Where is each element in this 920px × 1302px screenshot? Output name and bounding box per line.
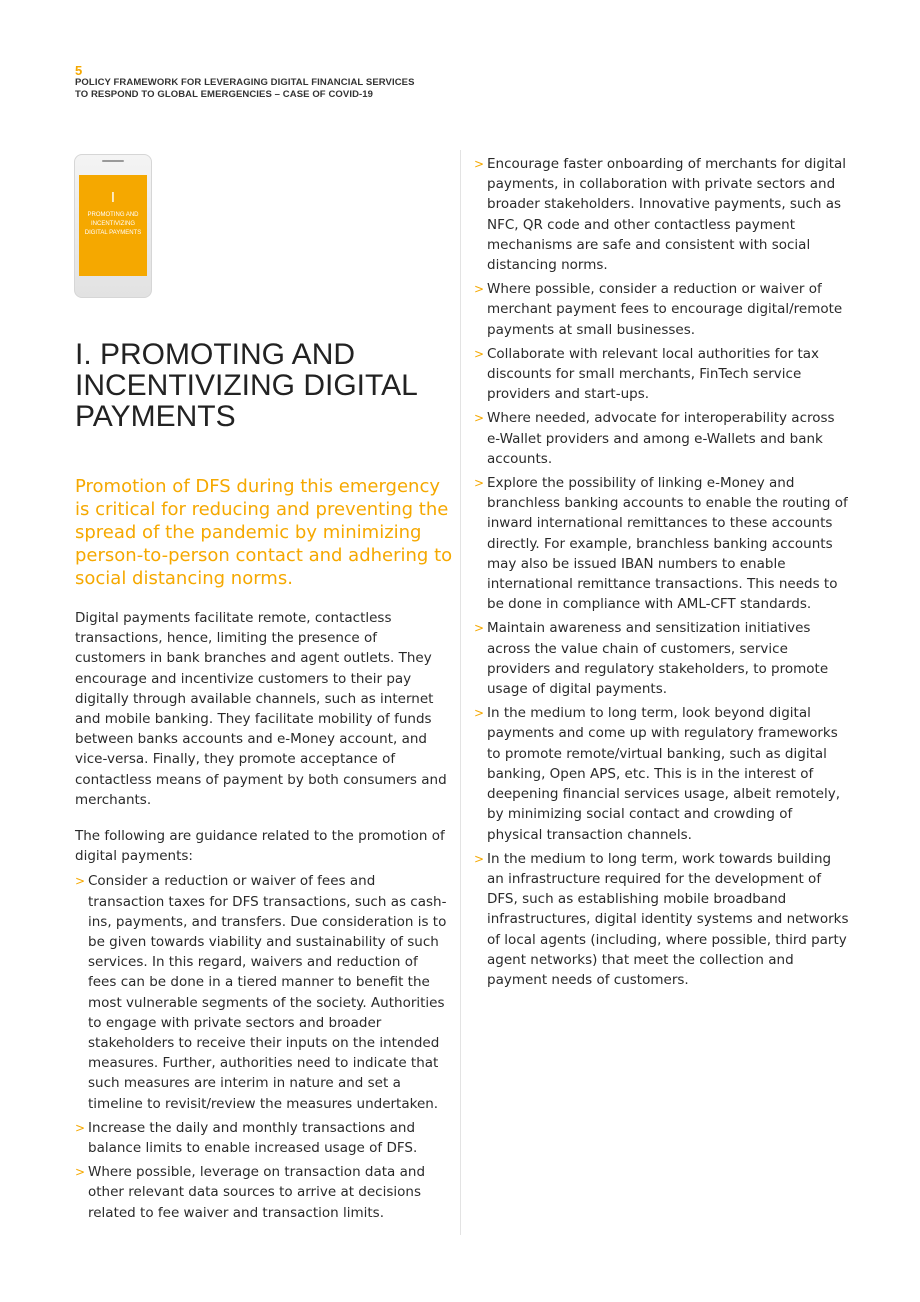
list-item	[474, 279, 850, 340]
list-item	[474, 473, 850, 614]
chevron-right-icon: >	[75, 1120, 86, 1135]
page-header	[75, 64, 415, 101]
list-item	[75, 1162, 450, 1223]
right-column	[474, 149, 850, 994]
list-item	[474, 703, 850, 844]
page-number: 5	[75, 63, 83, 78]
list-item-text: Encourage faster onboarding of merchants for digital payments, in collaboration with private sectors and broader stakeholders. Innovative payments, such as NFC, QR code and other contactless payment mechanisms are safe and consistent with social distancing norms.	[487, 156, 847, 274]
section-title-line-1: I. PROMOTING AND	[75, 338, 356, 371]
list-item-text: Consider a reduction or waiver of fees and transaction taxes for DFS transactions, such as cash-ins, payments, and transfers. Due consideration is to be given towards viability and sustainability of such services. In this regard, waivers and reduction of fees can be done in a tiered manner to benefit the most vulnerable segments of the society. Authorities to engage with private sectors and broader stakeholders to receive their inputs on the intended measures. Further, authorities need to indicate that such measures are interim in nature and set a timeline to revisit/review the measures undertaken.	[88, 873, 447, 1112]
intro-paragraph: Digital payments facilitate remote, contactless transactions, hence, limiting the presence of customers in bank branches and agent outlets. They encourage and incentivize customers to their pay digitally through available channels, such as internet and mobile banking. They facilitate mobility of funds between banks accounts and e-Money account, and vice-versa. Finally, they promote acceptance of contactless means of payment by both consumers and merchants.	[75, 610, 447, 808]
chevron-right-icon: >	[474, 706, 485, 721]
phone-section-label	[79, 211, 147, 238]
list-item-text: In the medium to long term, work towards building an infrastructure required for the development of DFS, such as establishing mobile broadband infrastructures, digital identity systems and networks of local agents (including, where possible, third party agent networks) that meet the collection and payment needs of customers.	[487, 850, 849, 988]
list-item	[474, 618, 850, 699]
chevron-right-icon: >	[474, 157, 485, 171]
phone-label-line-1: PROMOTING AND	[87, 212, 139, 218]
list-item-text: Where possible, consider a reduction or waiver of merchant payment fees to encourage digital/remote payments at small businesses.	[487, 281, 843, 338]
list-item-text: In the medium to long term, look beyond digital payments and come up with regulatory frameworks to promote remote/virtual banking, such as digital banking, Open APS, etc. This is in the interest of deepening financial services usage, albeit remotely, by minimizing social contact and crowding of physical transaction channels.	[487, 705, 840, 843]
list-item	[474, 154, 850, 275]
right-bullet-list	[474, 154, 850, 990]
list-item-text: Where possible, leverage on transaction data and other relevant data sources to arrive at decisions related to fee waiver and transaction limits.	[88, 1164, 426, 1221]
section-title-line-3: PAYMENTS	[75, 400, 236, 433]
chevron-right-icon: >	[474, 851, 485, 866]
phone-speaker	[102, 160, 124, 162]
column-divider	[460, 150, 461, 1235]
phone-label-line-3: DIGITAL PAYMENTS	[84, 230, 142, 236]
left-bullet-list	[75, 871, 450, 1222]
header-title-line-1: POLICY FRAMEWORK FOR LEVERAGING DIGITAL FINANCIAL SERVICES	[75, 77, 415, 88]
guidance-intro: The following are guidance related to the promotion of digital payments:	[75, 828, 445, 865]
left-column	[75, 608, 450, 1227]
list-item-text: Explore the possibility of linking e-Money and branchless banking accounts to enable the routing of inward international remittances to these accounts directly. For example, branchless banking accounts may also be issued IBAN numbers to enable international remittance transactions. This needs to be done in compliance with AML-CFT standards.	[487, 475, 848, 613]
chevron-right-icon: >	[474, 621, 485, 636]
list-item	[75, 1118, 450, 1158]
list-item	[474, 408, 850, 469]
list-item-text: Collaborate with relevant local authorities for tax discounts for small merchants, FinTech service providers and start-ups.	[487, 345, 820, 403]
list-item	[474, 849, 850, 990]
chevron-right-icon: >	[75, 1165, 86, 1180]
chevron-right-icon: >	[474, 346, 485, 361]
list-item-text: Increase the daily and monthly transactions and balance limits to enable increased usage of DFS.	[88, 1119, 418, 1157]
phone-section-numeral: I	[110, 189, 116, 206]
chevron-right-icon: >	[75, 874, 86, 889]
header-title-line-2: TO RESPOND TO GLOBAL EMERGENCIES – CASE OF COVID-19	[75, 89, 374, 100]
phone-screen	[79, 175, 147, 276]
list-item	[474, 344, 850, 405]
lead-paragraph: Promotion of DFS during this emergency is critical for reducing and preventing the spread of the pandemic by minimizing person-to-person contact and adhering to social distancing norms.	[75, 476, 453, 589]
phone-illustration	[74, 154, 152, 298]
list-item	[75, 871, 450, 1113]
chevron-right-icon: >	[474, 411, 485, 426]
chevron-right-icon: >	[474, 476, 485, 491]
list-item-text: Maintain awareness and sensitization initiatives across the value chain of customers, service providers and regulatory stakeholders, to promote usage of digital payments.	[487, 620, 829, 698]
section-title	[75, 339, 455, 432]
phone-label-line-2: INCENTIVIZING	[90, 221, 135, 227]
chevron-right-icon: >	[474, 282, 485, 297]
list-item-text: Where needed, advocate for interoperability across e-Wallet providers and among e-Wallets and bank accounts.	[487, 410, 835, 467]
section-title-line-2: INCENTIVIZING DIGITAL	[75, 369, 418, 402]
